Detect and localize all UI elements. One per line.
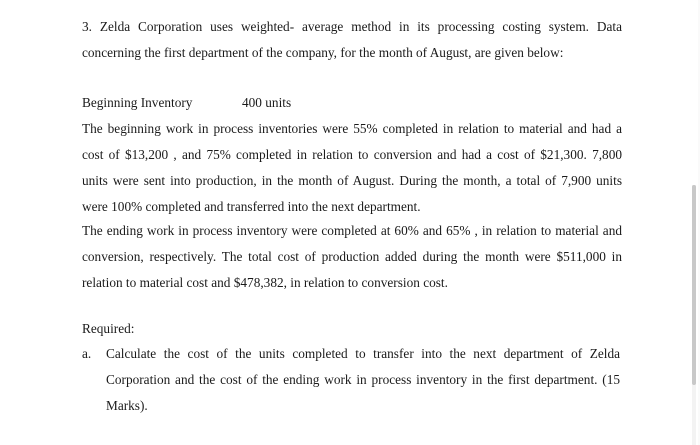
required-item-body — [106, 341, 620, 419]
paragraph-line: The ending work in process inventory were completed at 60% and 65% , in relation to material and — [82, 223, 622, 238]
required-heading-block — [82, 316, 622, 342]
paragraph-line: relation to material cost and $478,382, in relation to conversion cost. — [82, 275, 448, 290]
paragraph-beginning-wip — [82, 116, 622, 220]
paragraph-line: cost of $13,200 , and 75% completed in relation to conversion and had a cost of $21,300. 7,800 — [82, 147, 622, 162]
paragraph-line: were 100% completed and transferred into the next department. — [82, 199, 421, 214]
scrollbar-thumb[interactable] — [692, 185, 696, 385]
required-item-line: Corporation and the cost of the ending work in process inventory in the first department. (15 — [106, 372, 620, 387]
question-line: concerning the first department of the company, for the month of August, are given below: — [82, 45, 564, 60]
paragraph-line: conversion, respectively. The total cost of production added during the month were $511,000 in — [82, 249, 622, 264]
paragraph-line: units were sent into production, in the month of August. During the month, a total of 7,900 units — [82, 173, 622, 188]
beginning-inventory-label: Beginning Inventory — [82, 95, 193, 110]
list-marker: a. — [82, 346, 92, 361]
question-line: 3. Zelda Corporation uses weighted- average method in its processing costing system. Data — [82, 19, 622, 34]
required-heading: Required: — [82, 321, 135, 336]
beginning-inventory — [82, 90, 622, 116]
required-item-line: Calculate the cost of the units completed to transfer into the next department of Zelda — [106, 346, 620, 361]
paragraph-ending-wip — [82, 218, 622, 296]
question-intro — [82, 14, 622, 66]
paragraph-line: The beginning work in process inventories were 55% completed in relation to material and had a — [82, 121, 622, 136]
beginning-inventory-value: 400 units — [242, 95, 292, 110]
required-item-line: Marks). — [106, 398, 148, 413]
